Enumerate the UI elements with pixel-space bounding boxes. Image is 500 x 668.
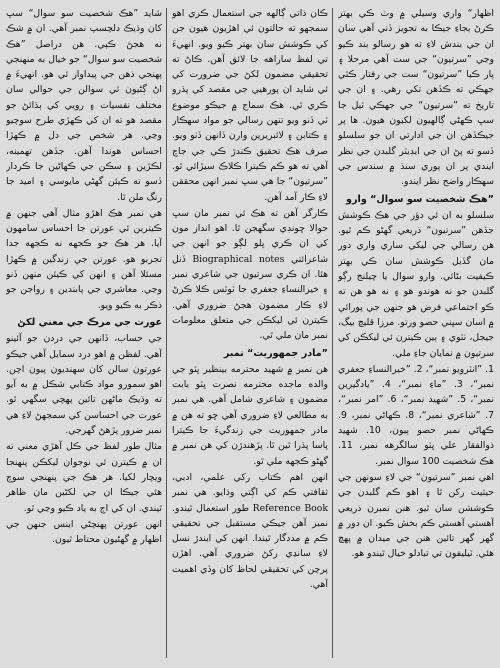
paragraph bbox=[172, 470, 328, 592]
paragraph: اظهار“ واري وسيلي ۾ وٽ ڪي بهتر ڪرڻ بجاءِ جيڪا به تجويز ڏني آهي سان ان جي بندش لاءِ ته هو رسالو بند ڪيو وڃي ”سرتيون“ جي ست آهي مرحلا ۽ پار ڪيا ”سرتيون“ ست جي رفتار ڪٿي جهڪي ته ڪڏهن تکي رهي. ۽ ان جي تاريخ ته ”سرتيون“ جي جهڪي ٽيل جا سڀ ڪهڻي ڳالهيون لکيون هيون. ها پر جيڪڏهن ان جي ادارتي ان جو سلسلو ڏسو ته پڻ ان جي ايڊيٽر گلبدن جي نظر ايندي پر ان پوري سنڌ ۾ سندس جي سهڪار واضح نظر ايندو. bbox=[338, 8, 494, 188]
paragraph: انهن عورتن پهنچڻي اينس جنهن جي اظهار ۾ گهڻيون محتاط ٿيون. bbox=[6, 518, 162, 546]
text-run: انهن اهم ڪتاب رکي علمي، ادبي، ثقافتي ڪم کي اڳتي وڌايو. هي نمبر bbox=[172, 471, 328, 499]
paragraph: ڪان ذاتي ڳالهه جي استعمال ڪري اهو سمجهو ته حالتون ئي اهڙيون هيون جن کي ڪوشش سان بهتر ڪيو ويو. انهيءَ تي لفظ ساراهه جا لائق آهن. ڪاڻ ته تحقيقي مضمون لکڻ جي ضرورت کي ئي شايد ان پورهيي جي مقصد کي پڌرو ڪري ٿي. هڪ سماج ۾ جيڪو موضوع ٽي ڏنو ويو تنهن رسالي جو مواد سهڪار ۽ ڪتابن ۽ لائبريرين وارن ڏانهن ڏٺو ويو. صرف هڪ تحقيق ڪندڙ ڪي جي جاچ آهي ته هو ڪم ڪيترا ڪلاڪ سيڙائي ٿو. ”سرتيون“ جا هي سڀ نمبر انهن محققن لاءِ ڪار آمد آهن. bbox=[172, 8, 328, 203]
section-heading: عورت جي مرڪ جي معني لکڻ bbox=[17, 316, 162, 328]
paragraph: هن نمبر ۾ شهيد محترمه بينظير ڀٽو جي والده ماجده محترمه نصرت ڀٽو بابت مضمون ۽ شاعري شامل آهي. هي نمبر به مطالعي لاءِ ضروري آهي ڇو ته هن ۾ مادر جمهوريت جي زندگيءَ جا ڪيترا پاسا پڌرا ٿين ٿا. پڙهندڙن کي هن نمبر ۾ گهڻو ڪجهه ملي ٿو. bbox=[172, 363, 328, 467]
paragraph: هي نمبر هڪ اهڙو مثال آهي جنهن ۾ ڪيترين ئي عورتن جا احساس سامهون آيا. هر هڪ جو ڪجهه نه ڪجهه جدا تجربو هو. عورتن جي زندگين ۾ ڪهڙا مسئلا آهن ۽ انهن کي ڪيئن منهن ڏنو وڃي. معاشري جي پابندين ۽ رواجن جو ذڪر به ڪيو ويو. bbox=[6, 207, 162, 311]
paragraph: شايد ”هڪ شخصيت سو سوال“ سڀ کان وڌيڪ دلچسپ نمبر آهي. ان ۾ شڪ نه هجڻ ڪپي. هن دراصل ”هڪ شخصيت سو سوال“ جو خيال به منهنجي پهنجي ذهن جي پيداوار ئي هو. انهيءَ ۾ اڻ ڳڻيون ئي سوالن جي حوالي سان مختلف نفسيات ۽ رويي کي ٻڌائڻ جو مقصد هو ته ان کي ڪهڙي طرح سوچيو وڃي. هر شخص جي دل ۾ ڪهڙا احساس هوندا آهن. جڏهن تهمينه، لڪڙين ۽ سڪن جي ڪهاڻين جا ڪردار ڏسو ته ڪيئن گهڻي مايوسي ۽ اميد جا رنگ ملن ٿا. bbox=[6, 8, 162, 203]
text-run: طور استعمال ٿيندو. نمبر آهن جيڪي مستقبل جي تحقيقي ڪم ۾ مددگار ٿيندا. انهن کي ايندڙ نسل لاءِ سانڍي رکڻ ضروري آهي. اهڙن پرچن کي تحقيقي لحاظ کان وڏي اهميت آهي. bbox=[172, 502, 328, 590]
column-right bbox=[338, 6, 494, 662]
issue-list: 1. ”انٽرويو نمبر“، 2. ”خيرالنساءِ جعفري نمبر“، 3. ”ماءِ نمبر“، 4. ”يادگيرين نمبر“، 5. ”شهيد نمبر“، 6. ”امر نمبر“، 7. ”شاعري نمبر“، 8. ڪهاڻي نمبر، 9. ڪهاڻي نمبر حصو ٻيون، 10. شهيد ذوالفقار علي ڀٽو سالگرهه نمبر، 11. هڪ شخصيت 100 سوال نمبر. bbox=[338, 363, 494, 467]
column-divider bbox=[332, 8, 333, 658]
column-left bbox=[6, 6, 162, 662]
column-divider bbox=[166, 8, 167, 658]
paragraph: مثال طور لفظ جي ڪل آهڙي معني ته ان ۾ ڪيترن ئي نوجوان ليکڪن پنهنجا ويچار لکيا. هر هڪ جي پنهنجي سوچ هئي جيڪا ان جي لکڻين مان ظاهر ٿيندي. ان کي اڄ به ياد ڪيو وڃي ٿو. bbox=[6, 441, 162, 514]
text-run: ڪارگر آهن ته هڪ ئي نمبر مان سڀ حوالا ڇونڊي سگهجن ٿا. اهو انداز مون کي ان ڪري ڀلو لڳو جو انهن جي شاعرائتي bbox=[172, 207, 328, 265]
english-term: Biographical notes bbox=[192, 253, 285, 265]
english-term: Reference Book bbox=[252, 502, 328, 514]
paragraph: جي حساب، ڏانهن جي دردن جو آئينو آهي. لفظن ۾ اهو درد سمايل آهي جيڪو عورتون سالن کان سهنديون پيون اچن. اهو سمورو مواد ڪتابي شڪل ۾ به آيو ته وڌيڪ ماڻهن تائين پهچي سگهي ٿو. عورت جي احساسن کي سمجهڻ لاءِ هي نمبر ضرور پڙهڻ گهرجي. bbox=[6, 333, 162, 437]
column-middle bbox=[172, 6, 328, 662]
paragraph: اهي نمبر ”سرتيون“ جي لاءِ سونهن جي حيثيت رکن ٿا ۽ اهو ڪم گلبدن جي ڪوششن سان ٿيو. هنن نمبرن ذريعي آهستي آهستي ڪم بخش ڪيو. ان دور ۾ گهر گهر تائين هنن جي ميدان ۾ پهچ هئي. ٽيليفون تي تبادلو خيال ٿيندو هو. bbox=[338, 471, 494, 560]
paragraph: سلسلو به ان ئي دؤر جي هڪ ڪوشش جڏهن ”سرتيون“ ذريعي گهڻو ڪم ٿيو. هن رسالي جي ليکي ساري واري دور مان گڏيل ڪوشش سان ڪي بهتر ڪيفيت بڻائي. وارو سوال يا چيلنج رڳو گلبدن جو نه هوندو هو ۽ نه هو هن ته ڪو اجتماعي فرض هو جنهن جي پورائي ۾ اسان سڀني حصو ورتو. مرزا قليچ بيگ، جيجل، ٺٽوي ۽ ٻين ڪيترن ئي ليکڪن کي سرتيون ۾ نمايان جاءِ ملي. bbox=[338, 209, 494, 359]
text-run: ڏنل هئا. ان ڪري سرتيون جي شاعري نمبر ۽ خيرالنساءِ جعفري جا ٽوٽس ڪلا ڪرڻ لاءِ ڪار مضمون هجڻ ضروري آهي. ڪيترن ئي ليکڪن جي متعلق معلومات نمبر مان ملي ٿي. bbox=[172, 253, 328, 342]
section-heading: ”مادر جمهوريت“ نمبر bbox=[223, 347, 328, 359]
section-heading: ”هڪ شخصيت سو سوال“ وارو bbox=[346, 193, 494, 205]
paragraph bbox=[172, 206, 328, 344]
